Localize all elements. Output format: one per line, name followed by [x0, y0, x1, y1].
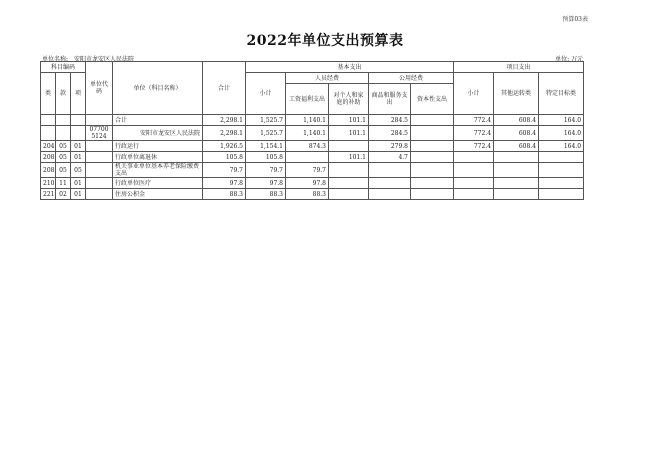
cell-special-target — [539, 189, 584, 200]
cell-lei: 208 — [41, 163, 56, 178]
cell-other-transfer: 608.4 — [494, 115, 539, 126]
cell-lei — [41, 115, 56, 126]
header-wages: 工资福利支出 — [286, 84, 329, 115]
cell-xiang: 01 — [71, 189, 86, 200]
header-capital: 资本性支出 — [411, 84, 454, 115]
cell-xiang — [71, 126, 86, 141]
header-personnel: 人员经费 — [286, 73, 369, 84]
cell-goods: 4.7 — [369, 152, 411, 163]
cell-project-subtotal: 772.4 — [454, 141, 494, 152]
cell-unit-code — [86, 115, 113, 126]
cell-other-transfer: 608.4 — [494, 126, 539, 141]
header-lei: 类 — [41, 73, 56, 115]
cell-total: 79.7 — [203, 163, 246, 178]
cell-lei: 204 — [41, 141, 56, 152]
document-title: 2022年单位支出预算表 — [246, 33, 404, 49]
cell-name: 安阳市龙安区人民法院 — [113, 126, 203, 141]
cell-wages: 1,140.1 — [286, 126, 329, 141]
cell-kuan — [56, 126, 71, 141]
header-project: 项目支出 — [454, 62, 584, 73]
cell-special-target — [539, 163, 584, 178]
table-row — [41, 178, 584, 189]
cell-lei: 208 — [41, 152, 56, 163]
cell-capital — [411, 115, 454, 126]
header-row-1 — [41, 62, 584, 73]
cell-kuan — [56, 115, 71, 126]
cell-lei: 210 — [41, 178, 56, 189]
cell-goods — [369, 163, 411, 178]
cell-goods — [369, 189, 411, 200]
cell-total: 2,298.1 — [203, 115, 246, 126]
cell-special-target: 164.0 — [539, 115, 584, 126]
cell-project-subtotal — [454, 189, 494, 200]
cell-unit-code — [86, 141, 113, 152]
cell-wages: 88.3 — [286, 189, 329, 200]
header-unit-subject-name: 单位（科目名称） — [113, 62, 203, 115]
cell-project-subtotal: 772.4 — [454, 115, 494, 126]
cell-subsidies — [329, 163, 369, 178]
cell-special-target: 164.0 — [539, 141, 584, 152]
cell-lei: 221 — [41, 189, 56, 200]
table-row — [41, 115, 584, 126]
cell-kuan: 05 — [56, 152, 71, 163]
cell-name: 合计 — [113, 115, 203, 126]
header-goods: 商品和服务支出 — [369, 84, 411, 115]
cell-subsidies — [329, 178, 369, 189]
cell-subsidies — [329, 141, 369, 152]
cell-unit-code — [86, 189, 113, 200]
cell-name: 行政单位医疗 — [113, 178, 203, 189]
cell-other-transfer: 608.4 — [494, 141, 539, 152]
cell-other-transfer — [494, 178, 539, 189]
header-special-target: 特定目标类 — [539, 73, 584, 115]
header-unit-code: 单位代码 — [86, 62, 113, 115]
cell-kuan: 11 — [56, 178, 71, 189]
cell-wages: 79.7 — [286, 163, 329, 178]
cell-wages: 1,140.1 — [286, 115, 329, 126]
table-row — [41, 126, 584, 141]
cell-special-target — [539, 178, 584, 189]
cell-name: 住房公积金 — [113, 189, 203, 200]
cell-basic-subtotal: 105.8 — [246, 152, 286, 163]
cell-special-target: 164.0 — [539, 126, 584, 141]
cell-xiang: 01 — [71, 152, 86, 163]
budget-table — [40, 61, 584, 200]
cell-basic-subtotal: 1,154.1 — [246, 141, 286, 152]
cell-kuan: 05 — [56, 141, 71, 152]
cell-capital — [411, 163, 454, 178]
cell-xiang — [71, 115, 86, 126]
cell-wages: 874.3 — [286, 141, 329, 152]
header-basic-subtotal: 小计 — [246, 73, 286, 115]
cell-name: 行政运行 — [113, 141, 203, 152]
cell-kuan: 05 — [56, 163, 71, 178]
header-subject-code: 科目编码 — [41, 62, 86, 73]
cell-xiang: 01 — [71, 178, 86, 189]
cell-wages — [286, 152, 329, 163]
form-number: 预算03表 — [562, 16, 588, 23]
cell-basic-subtotal: 97.8 — [246, 178, 286, 189]
cell-wages: 97.8 — [286, 178, 329, 189]
cell-other-transfer — [494, 152, 539, 163]
cell-unit-code — [86, 163, 113, 178]
header-subsidies: 对个人和家庭的补助 — [329, 84, 369, 115]
cell-special-target — [539, 152, 584, 163]
unit-name-value: 安阳市龙安区人民法院 — [74, 56, 135, 63]
header-xiang: 项 — [71, 73, 86, 115]
cell-xiang: 01 — [71, 141, 86, 152]
cell-basic-subtotal: 1,525.7 — [246, 126, 286, 141]
cell-unit-code: 077005124 — [86, 126, 113, 141]
cell-other-transfer — [494, 163, 539, 178]
cell-capital — [411, 189, 454, 200]
cell-capital — [411, 178, 454, 189]
cell-project-subtotal — [454, 163, 494, 178]
cell-subsidies — [329, 189, 369, 200]
cell-total: 88.3 — [203, 189, 246, 200]
header-total: 合计 — [203, 62, 246, 115]
cell-unit-code — [86, 178, 113, 189]
cell-xiang: 05 — [71, 163, 86, 178]
table-row — [41, 189, 584, 200]
header-project-subtotal: 小计 — [454, 73, 494, 115]
cell-capital — [411, 152, 454, 163]
cell-goods — [369, 178, 411, 189]
cell-goods: 284.5 — [369, 115, 411, 126]
cell-capital — [411, 141, 454, 152]
cell-total: 105.8 — [203, 152, 246, 163]
cell-total: 97.8 — [203, 178, 246, 189]
cell-lei — [41, 126, 56, 141]
cell-name: 机关事业单位基本养老保险缴费支出 — [113, 163, 203, 178]
cell-subsidies: 101.1 — [329, 126, 369, 141]
cell-project-subtotal — [454, 152, 494, 163]
cell-subsidies: 101.1 — [329, 152, 369, 163]
cell-unit-code — [86, 152, 113, 163]
cell-basic-subtotal: 1,525.7 — [246, 115, 286, 126]
table-row — [41, 163, 584, 178]
header-kuan: 款 — [56, 73, 71, 115]
cell-total: 1,926.5 — [203, 141, 246, 152]
cell-goods: 279.8 — [369, 141, 411, 152]
header-public: 公用经费 — [369, 73, 454, 84]
table-row — [41, 152, 584, 163]
cell-other-transfer — [494, 189, 539, 200]
money-unit: 单位: 万元 — [555, 56, 583, 63]
cell-subsidies: 101.1 — [329, 115, 369, 126]
table-row — [41, 141, 584, 152]
cell-project-subtotal: 772.4 — [454, 126, 494, 141]
cell-kuan: 02 — [56, 189, 71, 200]
cell-project-subtotal — [454, 178, 494, 189]
cell-basic-subtotal: 88.3 — [246, 189, 286, 200]
cell-goods: 284.5 — [369, 126, 411, 141]
header-other-transfer: 其他运转类 — [494, 73, 539, 115]
cell-name: 行政单位离退休 — [113, 152, 203, 163]
cell-basic-subtotal: 79.7 — [246, 163, 286, 178]
header-basic: 基本支出 — [246, 62, 454, 73]
unit-name-label: 单位名称: — [42, 56, 69, 63]
cell-capital — [411, 126, 454, 141]
cell-total: 2,298.1 — [203, 126, 246, 141]
